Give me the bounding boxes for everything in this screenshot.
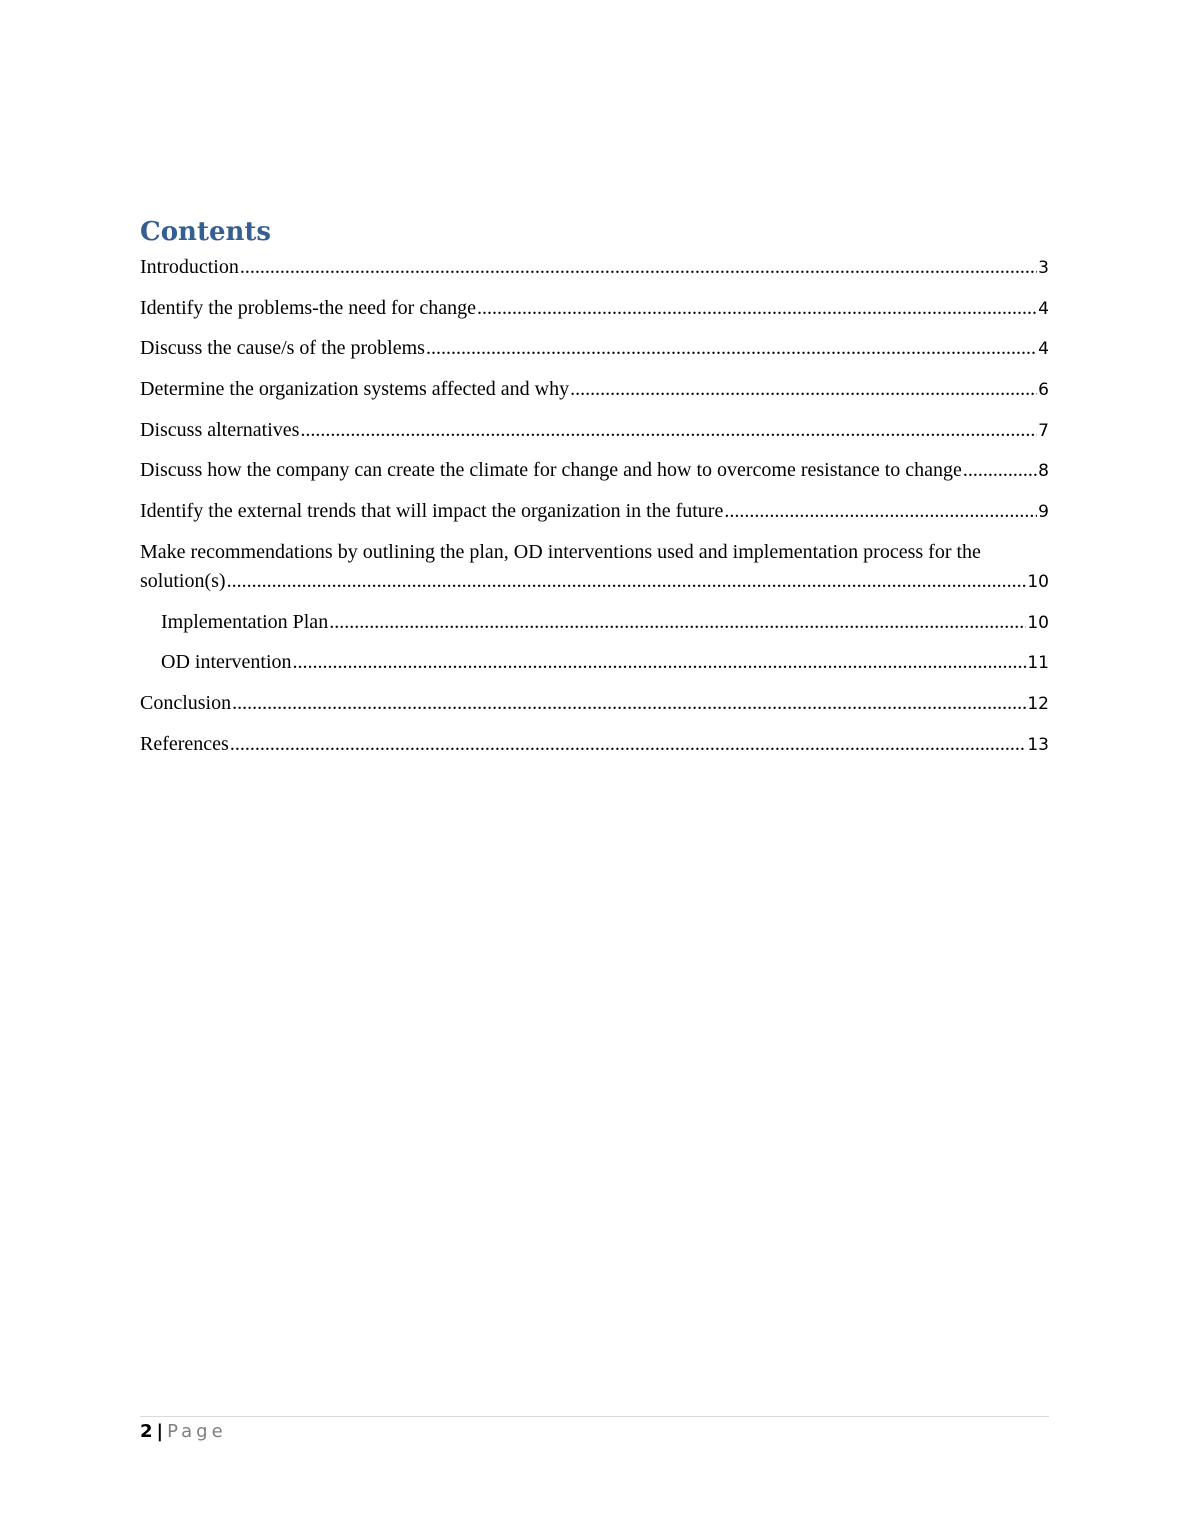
toc-entry-page: 13: [1027, 734, 1049, 755]
toc-leader-dots: [240, 253, 1037, 282]
toc-entry-discuss-alternatives[interactable]: [140, 416, 1049, 446]
toc-entry-title: Discuss the cause/s of the problems: [140, 337, 425, 360]
footer-page-number: 2: [140, 1421, 153, 1442]
toc-entry-page: 9: [1038, 502, 1049, 523]
toc-entry-od-intervention[interactable]: [140, 648, 1049, 678]
toc-leader-dots: [963, 456, 1037, 485]
toc-entry-title-line-1: Make recommendations by outlining the plan, OD interventions used and implementation process for the: [140, 540, 981, 563]
toc-entry-recommendations[interactable]: [140, 538, 1049, 597]
table-of-contents: [140, 253, 1049, 770]
toc-entry-introduction[interactable]: [140, 253, 1049, 283]
toc-entry-conclusion[interactable]: [140, 689, 1049, 719]
toc-entry-page: 4: [1038, 339, 1049, 360]
toc-entry-page: 4: [1038, 298, 1049, 319]
toc-entry-title: Identify the external trends that will impact the organization in the future: [140, 500, 724, 523]
toc-leader-dots: [300, 416, 1037, 445]
toc-leader-dots: [570, 375, 1037, 404]
toc-leader-dots: [329, 608, 1026, 637]
toc-entry-page: 10: [1027, 571, 1049, 592]
toc-leader-dots: [227, 567, 1027, 596]
toc-entry-external-trends[interactable]: [140, 497, 1049, 527]
toc-entry-title: Determine the organization systems affected and why: [140, 378, 570, 401]
footer-separator: |: [156, 1421, 164, 1442]
toc-entry-title: Discuss alternatives: [140, 418, 300, 441]
toc-leader-dots: [477, 294, 1037, 323]
page-footer: [140, 1420, 227, 1444]
toc-leader-dots: [724, 497, 1037, 526]
toc-entry-climate-for-change[interactable]: [140, 456, 1049, 486]
toc-entry-title: OD intervention: [161, 651, 292, 674]
footer-page-label: Page: [167, 1421, 227, 1442]
toc-entry-page: 8: [1038, 461, 1049, 482]
toc-heading: Contents: [140, 217, 272, 247]
toc-entry-title: Identify the problems-the need for change: [140, 296, 476, 319]
toc-entry-title-line-2: solution(s): [140, 569, 226, 592]
toc-entry-identify-problems[interactable]: [140, 294, 1049, 324]
toc-entry-references[interactable]: [140, 730, 1049, 760]
toc-entry-title: Discuss how the company can create the climate for change and how to overcome resistance to change: [140, 459, 962, 482]
toc-entry-page: 12: [1027, 693, 1049, 714]
toc-leader-dots: [232, 689, 1026, 718]
toc-entry-page: 11: [1027, 653, 1049, 674]
toc-entry-page: 3: [1038, 258, 1049, 278]
toc-entry-organization-systems[interactable]: [140, 375, 1049, 405]
toc-entry-page: 6: [1038, 380, 1049, 401]
toc-entry-title: Conclusion: [140, 691, 232, 714]
toc-leader-dots: [426, 334, 1037, 363]
toc-entry-page: 10: [1027, 612, 1049, 633]
toc-entry-title: Introduction: [140, 256, 239, 278]
toc-entry-implementation-plan[interactable]: [140, 608, 1049, 638]
toc-entry-title: Implementation Plan: [161, 610, 329, 633]
toc-entry-title: References: [140, 732, 229, 755]
footer-divider: [140, 1416, 1049, 1417]
toc-leader-dots: [293, 648, 1027, 677]
toc-entry-page: 7: [1038, 420, 1049, 441]
toc-leader-dots: [230, 730, 1027, 759]
toc-entry-discuss-causes[interactable]: [140, 334, 1049, 364]
